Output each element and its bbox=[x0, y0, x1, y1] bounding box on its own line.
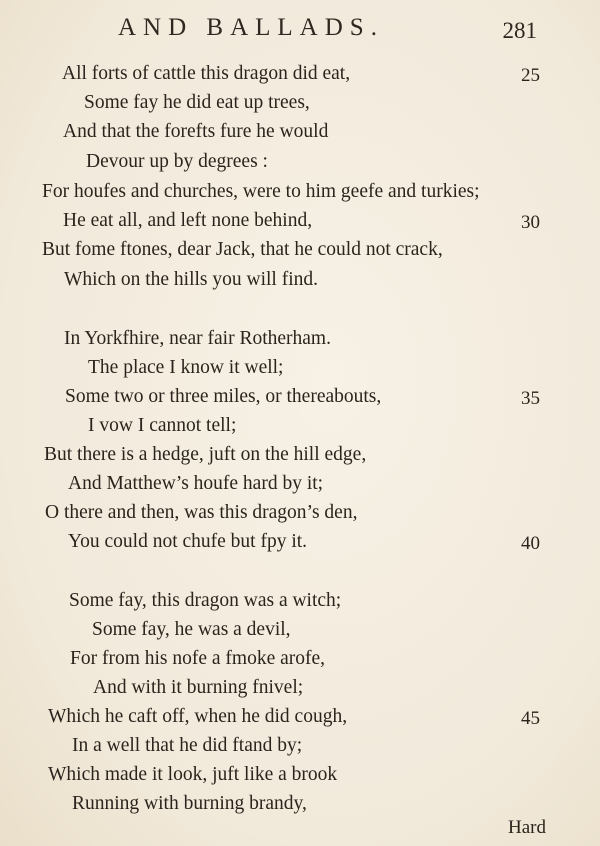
verse-line: For from his nofe a fmoke arofe, bbox=[70, 648, 326, 669]
verse-line: He eat all, and left none behind, bbox=[63, 210, 313, 231]
verse-line: All forts of cattle this dragon did eat, bbox=[62, 63, 351, 84]
verse-line: Some fay, this dragon was a witch; bbox=[69, 590, 342, 611]
verse-line: Which he caft off, when he did cough, bbox=[48, 706, 348, 727]
verse-line: Which on the hills you will find. bbox=[64, 269, 319, 290]
verse-line: And that the forefts fure he would bbox=[63, 121, 329, 142]
verse-line: O there and then, was this dragon’s den, bbox=[45, 502, 358, 523]
verse-line: Running with burning brandy, bbox=[72, 793, 307, 814]
line-number: 45 bbox=[521, 708, 540, 729]
verse-line: Some fay, he was a devil, bbox=[92, 619, 291, 640]
verse-line: You could not chufe but fpy it. bbox=[68, 531, 308, 552]
page-number: 281 bbox=[502, 18, 537, 43]
verse-line: But there is a hedge, juft on the hill edge, bbox=[44, 444, 367, 465]
verse-line: And with it burning fnivel; bbox=[93, 677, 304, 698]
verse-line: Some two or three miles, or thereabouts, bbox=[65, 386, 382, 407]
running-title: AND BALLADS. bbox=[118, 14, 384, 41]
line-number: 30 bbox=[521, 212, 540, 233]
verse-line: In Yorkfhire, near fair Rotherham. bbox=[64, 328, 331, 349]
verse-line: Which made it look, juft like a brook bbox=[48, 764, 338, 785]
line-number: 35 bbox=[521, 388, 540, 409]
verse-line: The place I know it well; bbox=[88, 357, 284, 378]
catchword: Hard bbox=[508, 817, 546, 838]
line-number: 40 bbox=[521, 533, 540, 554]
verse-line: Some fay he did eat up trees, bbox=[84, 92, 310, 113]
verse-line: But fome ftones, dear Jack, that he could not crack, bbox=[42, 239, 443, 260]
page-header bbox=[0, 12, 600, 46]
verse-line: In a well that he did ftand by; bbox=[72, 735, 303, 756]
verse-line: For houfes and churches, were to him geefe and turkies; bbox=[42, 181, 480, 202]
verse-line: I vow I cannot tell; bbox=[88, 415, 237, 436]
line-number: 25 bbox=[521, 65, 540, 86]
verse-line: Devour up by degrees : bbox=[86, 151, 268, 172]
verse-line: And Matthew’s houfe hard by it; bbox=[68, 473, 324, 494]
